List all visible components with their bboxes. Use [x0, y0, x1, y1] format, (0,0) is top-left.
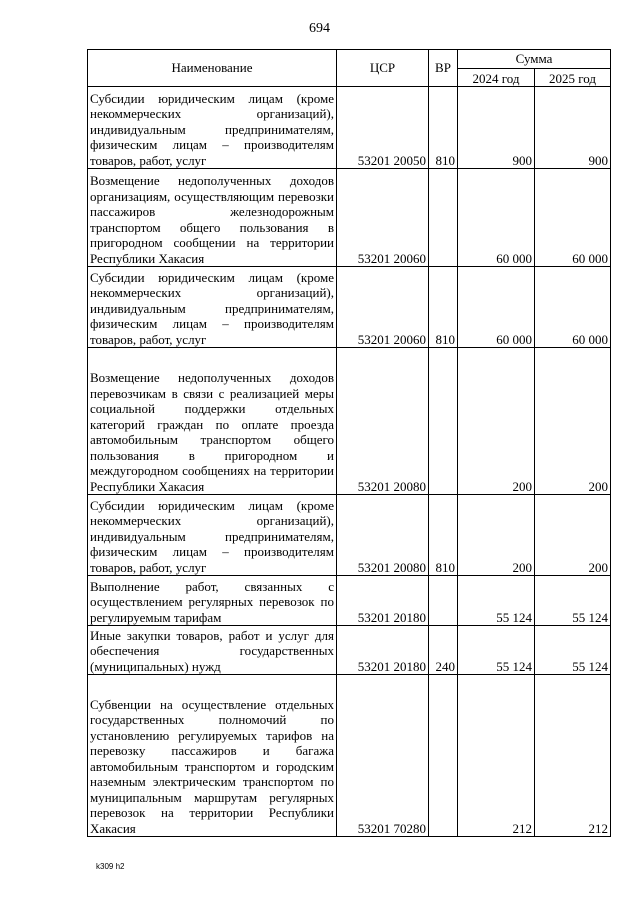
row-sum-2024: 60 000 [458, 267, 535, 348]
row-vr: 810 [429, 495, 458, 576]
row-csr: 53201 20180 [337, 626, 429, 675]
table-row [88, 495, 611, 576]
header-vr: ВР [429, 50, 458, 87]
row-csr: 53201 20060 [337, 169, 429, 267]
table-row [88, 348, 611, 495]
row-name: Субсидии юридическим лицам (кроме некоммерческих организаций), индивидуальным предпринимателям, физическим лицам – производителям товаров, работ, услуг [88, 267, 337, 348]
header-year-2024: 2024 год [458, 69, 535, 87]
header-name: Наименование [88, 50, 337, 87]
document-code: k309 h2 [96, 862, 125, 871]
row-sum-2024: 55 124 [458, 576, 535, 626]
row-sum-2025: 200 [535, 348, 611, 495]
row-name: Субсидии юридическим лицам (кроме некоммерческих организаций), индивидуальным предпринимателям, физическим лицам – производителям товаров, работ, услуг [88, 87, 337, 169]
row-sum-2024: 212 [458, 675, 535, 837]
row-sum-2024: 55 124 [458, 626, 535, 675]
row-name: Выполнение работ, связанных с осуществлением регулярных перевозок по регулируемым тарифам [88, 576, 337, 626]
row-sum-2025: 212 [535, 675, 611, 837]
row-sum-2025: 60 000 [535, 267, 611, 348]
row-sum-2024: 200 [458, 348, 535, 495]
row-name: Субвенции на осуществление отдельных государственных полномочий по установлению регулируемых тарифов на перевозку пассажиров и багажа автомобильным транспортом и городским наземным электрическим транспортом по муниципальным маршрутам регулярных перевозок на территории Республики Хакасия [88, 675, 337, 837]
table-row [88, 169, 611, 267]
header-sum: Сумма [458, 50, 611, 69]
row-name: Возмещение недополученных доходов организациям, осуществляющим перевозки пассажиров железнодорожным транспортом общего пользования в пригородном сообщении на территории Республики Хакасия [88, 169, 337, 267]
header-year-2025: 2025 год [535, 69, 611, 87]
row-sum-2024: 200 [458, 495, 535, 576]
table-row [88, 626, 611, 675]
row-vr [429, 675, 458, 837]
row-csr: 53201 20180 [337, 576, 429, 626]
row-sum-2025: 55 124 [535, 576, 611, 626]
row-sum-2024: 60 000 [458, 169, 535, 267]
row-vr [429, 348, 458, 495]
row-sum-2025: 900 [535, 87, 611, 169]
row-vr: 240 [429, 626, 458, 675]
row-name: Субсидии юридическим лицам (кроме некоммерческих организаций), индивидуальным предпринимателям, физическим лицам – производителям товаров, работ, услуг [88, 495, 337, 576]
row-sum-2025: 60 000 [535, 169, 611, 267]
budget-table [87, 49, 611, 837]
row-csr: 53201 20080 [337, 348, 429, 495]
page-number: 694 [309, 21, 330, 36]
row-csr: 53201 70280 [337, 675, 429, 837]
row-sum-2025: 200 [535, 495, 611, 576]
row-sum-2025: 55 124 [535, 626, 611, 675]
table-row [88, 267, 611, 348]
row-vr: 810 [429, 267, 458, 348]
header-csr: ЦСР [337, 50, 429, 87]
row-name: Иные закупки товаров, работ и услуг для обеспечения государственных (муниципальных) нужд [88, 626, 337, 675]
row-csr: 53201 20050 [337, 87, 429, 169]
row-vr [429, 169, 458, 267]
row-csr: 53201 20060 [337, 267, 429, 348]
table-row [88, 675, 611, 837]
row-name: Возмещение недополученных доходов перевозчикам в связи с реализацией меры социальной поддержки отдельных категорий граждан по оплате проезда автомобильным транспортом общего пользования в пригородном и междугородном сообщениях на территории Республики Хакасия [88, 348, 337, 495]
table-row [88, 87, 611, 169]
row-vr: 810 [429, 87, 458, 169]
row-csr: 53201 20080 [337, 495, 429, 576]
row-vr [429, 576, 458, 626]
row-sum-2024: 900 [458, 87, 535, 169]
table-row [88, 576, 611, 626]
